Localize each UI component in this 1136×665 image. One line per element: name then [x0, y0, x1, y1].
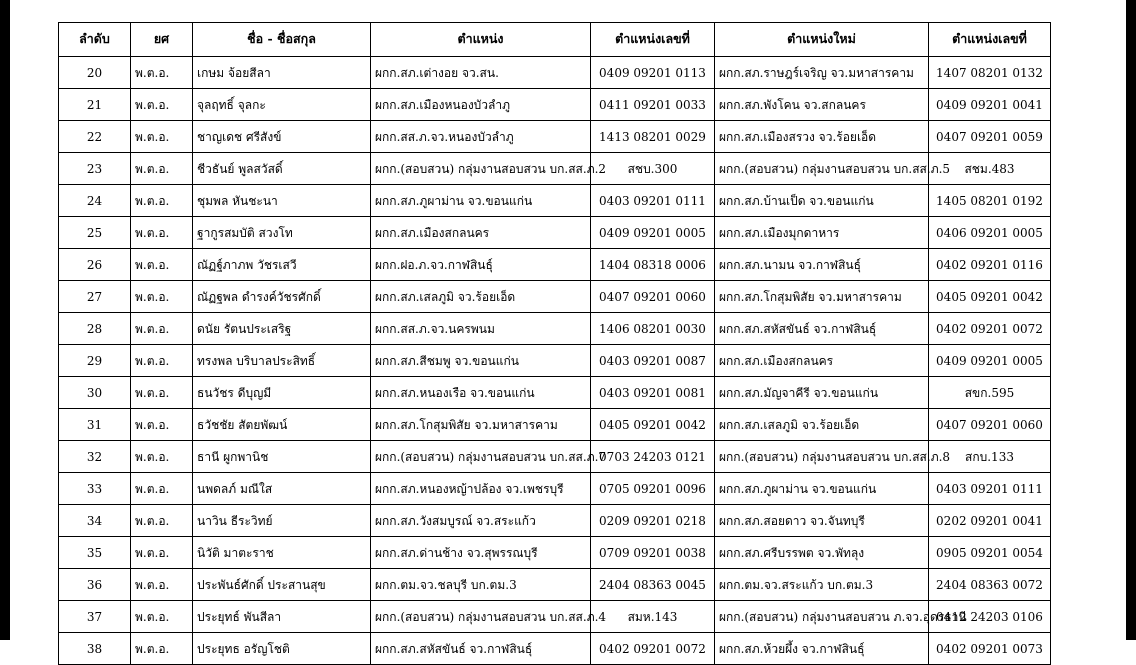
- new-position-cell: ผกก.สภ.เสลภูมิ จว.ร้อยเอ็ด: [715, 409, 929, 441]
- row-number: 30: [59, 377, 131, 409]
- new-position-cell: ผกก.สภ.นามน จว.กาฬสินธุ์: [715, 249, 929, 281]
- position-cell: ผกก.สภ.ภูผาม่าน จว.ขอนแก่น: [371, 185, 591, 217]
- left-black-bar: [0, 0, 10, 640]
- position-cell: ผกก.(สอบสวน) กลุ่มงานสอบสวน บก.สส.ภ.2: [371, 153, 591, 185]
- table-row: [59, 153, 1051, 185]
- position-number-cell: 0407 09201 0060: [591, 281, 715, 313]
- position-cell: ผกก.สภ.เสลภูมิ จว.ร้อยเอ็ด: [371, 281, 591, 313]
- position-number-cell: 0405 09201 0042: [591, 409, 715, 441]
- new-position-number-cell: 0402 09201 0073: [929, 633, 1051, 665]
- position-number-cell: 0409 09201 0005: [591, 217, 715, 249]
- header-rank: ยศ: [131, 23, 193, 57]
- position-number-cell: 0403 09201 0081: [591, 377, 715, 409]
- document-page: [58, 22, 1050, 665]
- new-position-number-cell: 0402 09201 0116: [929, 249, 1051, 281]
- position-cell: ผกก.สภ.สหัสขันธ์ จว.กาฬสินธุ์: [371, 633, 591, 665]
- new-position-cell: ผกก.สภ.เมืองสกลนคร: [715, 345, 929, 377]
- position-number-cell: 0703 24203 0121: [591, 441, 715, 473]
- table-row: [59, 281, 1051, 313]
- new-position-number-cell: 0407 09201 0060: [929, 409, 1051, 441]
- header-position: ตำแหน่ง: [371, 23, 591, 57]
- new-position-number-cell: 0403 09201 0111: [929, 473, 1051, 505]
- position-number-cell: 0403 09201 0111: [591, 185, 715, 217]
- new-position-cell: ผกก.สภ.สอยดาว จว.จันทบุรี: [715, 505, 929, 537]
- new-position-cell: ผกก.สภ.ศรีบรรพต จว.พัทลุง: [715, 537, 929, 569]
- position-number-cell: 1413 08201 0029: [591, 121, 715, 153]
- row-number: 24: [59, 185, 131, 217]
- rank-cell: พ.ต.อ.: [131, 569, 193, 601]
- new-position-cell: ผกก.สภ.มัญจาคีรี จว.ขอนแก่น: [715, 377, 929, 409]
- table-row: [59, 569, 1051, 601]
- rank-cell: พ.ต.อ.: [131, 249, 193, 281]
- table-row: [59, 601, 1051, 633]
- table-row: [59, 89, 1051, 121]
- position-number-cell: 0209 09201 0218: [591, 505, 715, 537]
- table-row: [59, 537, 1051, 569]
- new-position-cell: ผกก.ตม.จว.สระแก้ว บก.ตม.3: [715, 569, 929, 601]
- name-cell: ชีวธันย์ พูลสวัสดิ์: [193, 153, 371, 185]
- position-number-cell: 2404 08363 0045: [591, 569, 715, 601]
- new-position-cell: ผกก.(สอบสวน) กลุ่มงานสอบสวน บก.สส.ภ.5: [715, 153, 929, 185]
- position-number-cell: 0411 09201 0033: [591, 89, 715, 121]
- table-row: [59, 121, 1051, 153]
- transfer-table: [58, 22, 1051, 665]
- position-cell: ผกก.สภ.เต่างอย จว.สน.: [371, 57, 591, 89]
- new-position-number-cell: สขก.595: [929, 377, 1051, 409]
- position-cell: ผกก.สส.ภ.จว.หนองบัวลำภู: [371, 121, 591, 153]
- header-no: ลำดับ: [59, 23, 131, 57]
- position-cell: ผกก.สภ.หนองหญ้าปล้อง จว.เพชรบุรี: [371, 473, 591, 505]
- rank-cell: พ.ต.อ.: [131, 57, 193, 89]
- position-cell: ผกก.สภ.ด่านช้าง จว.สุพรรณบุรี: [371, 537, 591, 569]
- rank-cell: พ.ต.อ.: [131, 505, 193, 537]
- new-position-cell: ผกก.สภ.เมืองสรวง จว.ร้อยเอ็ด: [715, 121, 929, 153]
- name-cell: นพดลภ์ มณีใส: [193, 473, 371, 505]
- right-black-bar: [1126, 0, 1136, 640]
- rank-cell: พ.ต.อ.: [131, 313, 193, 345]
- new-position-number-cell: 1407 08201 0132: [929, 57, 1051, 89]
- table-row: [59, 345, 1051, 377]
- new-position-number-cell: สชม.483: [929, 153, 1051, 185]
- table-row: [59, 249, 1051, 281]
- header-new-position-number: ตำแหน่งเลขที่: [929, 23, 1051, 57]
- position-cell: ผกก.สภ.สีชมพู จว.ขอนแก่น: [371, 345, 591, 377]
- name-cell: นาวิน ธีระวิทย์: [193, 505, 371, 537]
- row-number: 29: [59, 345, 131, 377]
- rank-cell: พ.ต.อ.: [131, 345, 193, 377]
- rank-cell: พ.ต.อ.: [131, 153, 193, 185]
- new-position-number-cell: 0202 09201 0041: [929, 505, 1051, 537]
- table-row: [59, 633, 1051, 665]
- name-cell: ประยุทธ์ พันสีลา: [193, 601, 371, 633]
- new-position-number-cell: 0407 09201 0059: [929, 121, 1051, 153]
- position-number-cell: 0402 09201 0072: [591, 633, 715, 665]
- row-number: 33: [59, 473, 131, 505]
- new-position-cell: ผกก.สภ.เมืองมุกดาหาร: [715, 217, 929, 249]
- rank-cell: พ.ต.อ.: [131, 89, 193, 121]
- row-number: 36: [59, 569, 131, 601]
- rank-cell: พ.ต.อ.: [131, 601, 193, 633]
- table-row: [59, 441, 1051, 473]
- position-cell: ผกก.สภ.เมืองสกลนคร: [371, 217, 591, 249]
- position-cell: ผกก.สภ.เมืองหนองบัวลำภู: [371, 89, 591, 121]
- position-number-cell: 1406 08201 0030: [591, 313, 715, 345]
- position-cell: ผกก.ตม.จว.ชลบุรี บก.ตม.3: [371, 569, 591, 601]
- rank-cell: พ.ต.อ.: [131, 185, 193, 217]
- new-position-cell: ผกก.สภ.ห้วยผึ้ง จว.กาฬสินธุ์: [715, 633, 929, 665]
- name-cell: ประยุทธ อรัญโชติ: [193, 633, 371, 665]
- position-cell: ผกก.(สอบสวน) กลุ่มงานสอบสวน บก.สส.ภ.4: [371, 601, 591, 633]
- rank-cell: พ.ต.อ.: [131, 121, 193, 153]
- new-position-cell: ผกก.(สอบสวน) กลุ่มงานสอบสวน บก.สส.ภ.8: [715, 441, 929, 473]
- position-number-cell: 0709 09201 0038: [591, 537, 715, 569]
- name-cell: ดนัย รัตนประเสริฐ: [193, 313, 371, 345]
- position-number-cell: 0705 09201 0096: [591, 473, 715, 505]
- name-cell: ธวัชชัย สัตยพัฒน์: [193, 409, 371, 441]
- row-number: 34: [59, 505, 131, 537]
- new-position-number-cell: 0409 09201 0005: [929, 345, 1051, 377]
- table-row: [59, 185, 1051, 217]
- header-position-number: ตำแหน่งเลขที่: [591, 23, 715, 57]
- new-position-number-cell: 1405 08201 0192: [929, 185, 1051, 217]
- position-cell: ผกก.(สอบสวน) กลุ่มงานสอบสวน บก.สส.ภ.7: [371, 441, 591, 473]
- row-number: 27: [59, 281, 131, 313]
- row-number: 32: [59, 441, 131, 473]
- table-row: [59, 377, 1051, 409]
- new-position-number-cell: 0905 09201 0054: [929, 537, 1051, 569]
- name-cell: ชาญเดช ศรีสังข์: [193, 121, 371, 153]
- table-header-row: [59, 23, 1051, 57]
- new-position-number-cell: 0402 09201 0072: [929, 313, 1051, 345]
- new-position-cell: ผกก.สภ.สหัสขันธ์ จว.กาฬสินธุ์: [715, 313, 929, 345]
- new-position-cell: ผกก.สภ.บ้านเป็ด จว.ขอนแก่น: [715, 185, 929, 217]
- row-number: 26: [59, 249, 131, 281]
- row-number: 22: [59, 121, 131, 153]
- row-number: 38: [59, 633, 131, 665]
- name-cell: ธนวัชร ดีบุญมี: [193, 377, 371, 409]
- name-cell: จุลฤทธิ์ จุลกะ: [193, 89, 371, 121]
- new-position-number-cell: 0409 09201 0041: [929, 89, 1051, 121]
- row-number: 35: [59, 537, 131, 569]
- rank-cell: พ.ต.อ.: [131, 217, 193, 249]
- position-cell: ผกก.ฝอ.ภ.จว.กาฬสินธุ์: [371, 249, 591, 281]
- rank-cell: พ.ต.อ.: [131, 473, 193, 505]
- name-cell: เกษม จ้อยสีลา: [193, 57, 371, 89]
- row-number: 28: [59, 313, 131, 345]
- new-position-number-cell: 0406 09201 0005: [929, 217, 1051, 249]
- rank-cell: พ.ต.อ.: [131, 537, 193, 569]
- position-number-cell: 0403 09201 0087: [591, 345, 715, 377]
- row-number: 25: [59, 217, 131, 249]
- position-number-cell: 0409 09201 0113: [591, 57, 715, 89]
- name-cell: ณัฏฐ์ภาภพ วัชรเสวี: [193, 249, 371, 281]
- rank-cell: พ.ต.อ.: [131, 409, 193, 441]
- name-cell: ฐากูรสมบัติ สวงโท: [193, 217, 371, 249]
- new-position-cell: ผกก.สภ.ภูผาม่าน จว.ขอนแก่น: [715, 473, 929, 505]
- new-position-number-cell: 0405 09201 0042: [929, 281, 1051, 313]
- table-row: [59, 313, 1051, 345]
- position-number-cell: สชบ.300: [591, 153, 715, 185]
- name-cell: ทรงพล บริบาลประสิทธิ์: [193, 345, 371, 377]
- new-position-cell: ผกก.สภ.ราษฎร์เจริญ จว.มหาสารคาม: [715, 57, 929, 89]
- position-cell: ผกก.สส.ภ.จว.นครพนม: [371, 313, 591, 345]
- name-cell: ณัฏฐพล ดำรงค์วัชรศักดิ์: [193, 281, 371, 313]
- position-cell: ผกก.สภ.วังสมบูรณ์ จว.สระแก้ว: [371, 505, 591, 537]
- row-number: 20: [59, 57, 131, 89]
- name-cell: ธานี ผูกพานิช: [193, 441, 371, 473]
- table-row: [59, 409, 1051, 441]
- name-cell: นิวัติ มาตะราช: [193, 537, 371, 569]
- row-number: 23: [59, 153, 131, 185]
- header-new-position: ตำแหน่งใหม่: [715, 23, 929, 57]
- position-number-cell: 1404 08318 0006: [591, 249, 715, 281]
- name-cell: ชุมพล หันชะนา: [193, 185, 371, 217]
- new-position-cell: ผกก.สภ.โกสุมพิสัย จว.มหาสารคาม: [715, 281, 929, 313]
- table-row: [59, 505, 1051, 537]
- new-position-number-cell: 2404 08363 0072: [929, 569, 1051, 601]
- row-number: 21: [59, 89, 131, 121]
- position-number-cell: สมห.143: [591, 601, 715, 633]
- table-row: [59, 473, 1051, 505]
- rank-cell: พ.ต.อ.: [131, 633, 193, 665]
- new-position-number-cell: สกบ.133: [929, 441, 1051, 473]
- position-cell: ผกก.สภ.โกสุมพิสัย จว.มหาสารคาม: [371, 409, 591, 441]
- header-name: ชื่อ - ชื่อสกุล: [193, 23, 371, 57]
- row-number: 37: [59, 601, 131, 633]
- new-position-number-cell: 0412 24203 0106: [929, 601, 1051, 633]
- new-position-cell: ผกก.สภ.พังโคน จว.สกลนคร: [715, 89, 929, 121]
- table-row: [59, 217, 1051, 249]
- rank-cell: พ.ต.อ.: [131, 441, 193, 473]
- table-row: [59, 57, 1051, 89]
- rank-cell: พ.ต.อ.: [131, 281, 193, 313]
- new-position-cell: ผกก.(สอบสวน) กลุ่มงานสอบสวน ภ.จว.อุดรธานี: [715, 601, 929, 633]
- position-cell: ผกก.สภ.หนองเรือ จว.ขอนแก่น: [371, 377, 591, 409]
- rank-cell: พ.ต.อ.: [131, 377, 193, 409]
- row-number: 31: [59, 409, 131, 441]
- name-cell: ประพันธ์ศักดิ์ ประสานสุข: [193, 569, 371, 601]
